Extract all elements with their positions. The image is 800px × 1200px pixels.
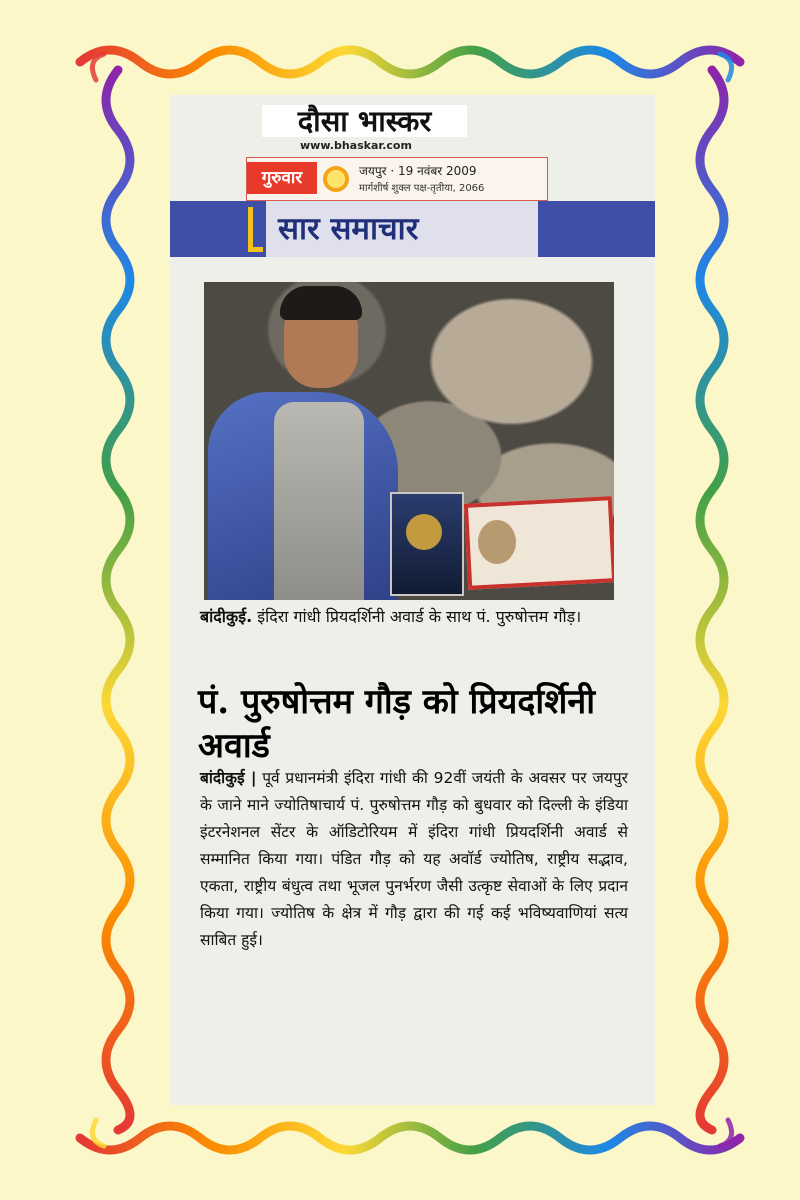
day-label: गुरुवार xyxy=(247,162,317,194)
caption-place: बांदीकुई. xyxy=(200,607,253,626)
newspaper-masthead xyxy=(262,105,562,205)
person-hair-top xyxy=(280,286,362,320)
article-headline: पं. पुरुषोत्तम गौड़ को प्रियदर्शिनी अवार्ड xyxy=(198,682,596,766)
section-bracket-icon xyxy=(248,207,263,252)
newspaper-clipping xyxy=(170,95,655,1105)
newspaper-name: दौसा भास्कर xyxy=(262,105,467,137)
person-vest xyxy=(274,402,364,600)
certificate-portrait xyxy=(478,520,516,564)
photo-caption xyxy=(200,603,630,631)
hindu-calendar-date: मार्गशीर्ष शुक्ल पक्ष-तृतीया, 2066 xyxy=(359,183,485,194)
issue-date: जयपुर · 19 नवंबर 2009 xyxy=(359,164,477,178)
sun-logo-icon xyxy=(321,164,351,194)
article-body-text: पूर्व प्रधानमंत्री इंदिरा गांधी की 92वीं जयंती के अवसर पर जयपुर के जाने माने ज्योतिषाचार्य पं. पुरुषोत्तम गौड़ को बुधवार को दिल्ली के इंडिया इंटरनेशनल सेंटर के ऑडिटोरियम में इंदिरा गांधी प्रियदर्शिनी अवार्ड से सम्मानित किया गया। पंडित गौड़ को यह अवॉर्ड ज्योतिष, राष्ट्रीय सद्भाव, एकता, राष्ट्रीय बंधुत्व तथा भूजल पुनर्भरण जैसी उत्कृष्ट सेवाओं के लिए प्रदान किया गया। ज्योतिष के क्षेत्र में गौड़ द्वारा की गई कई भविष्यवाणियां सत्य साबित हुई। xyxy=(200,769,628,949)
article-body xyxy=(200,765,628,954)
newspaper-website: www.bhaskar.com xyxy=(300,139,412,152)
caption-text: इंदिरा गांधी प्रियदर्शिनी अवार्ड के साथ पं. पुरुषोत्तम गौड़। xyxy=(252,607,582,626)
news-photo xyxy=(204,282,614,600)
date-band xyxy=(246,157,548,201)
award-medal-icon xyxy=(406,514,442,550)
section-header xyxy=(170,201,655,257)
article-dateline: बांदीकुई | xyxy=(200,769,257,787)
section-title: सार समाचार xyxy=(266,201,538,257)
